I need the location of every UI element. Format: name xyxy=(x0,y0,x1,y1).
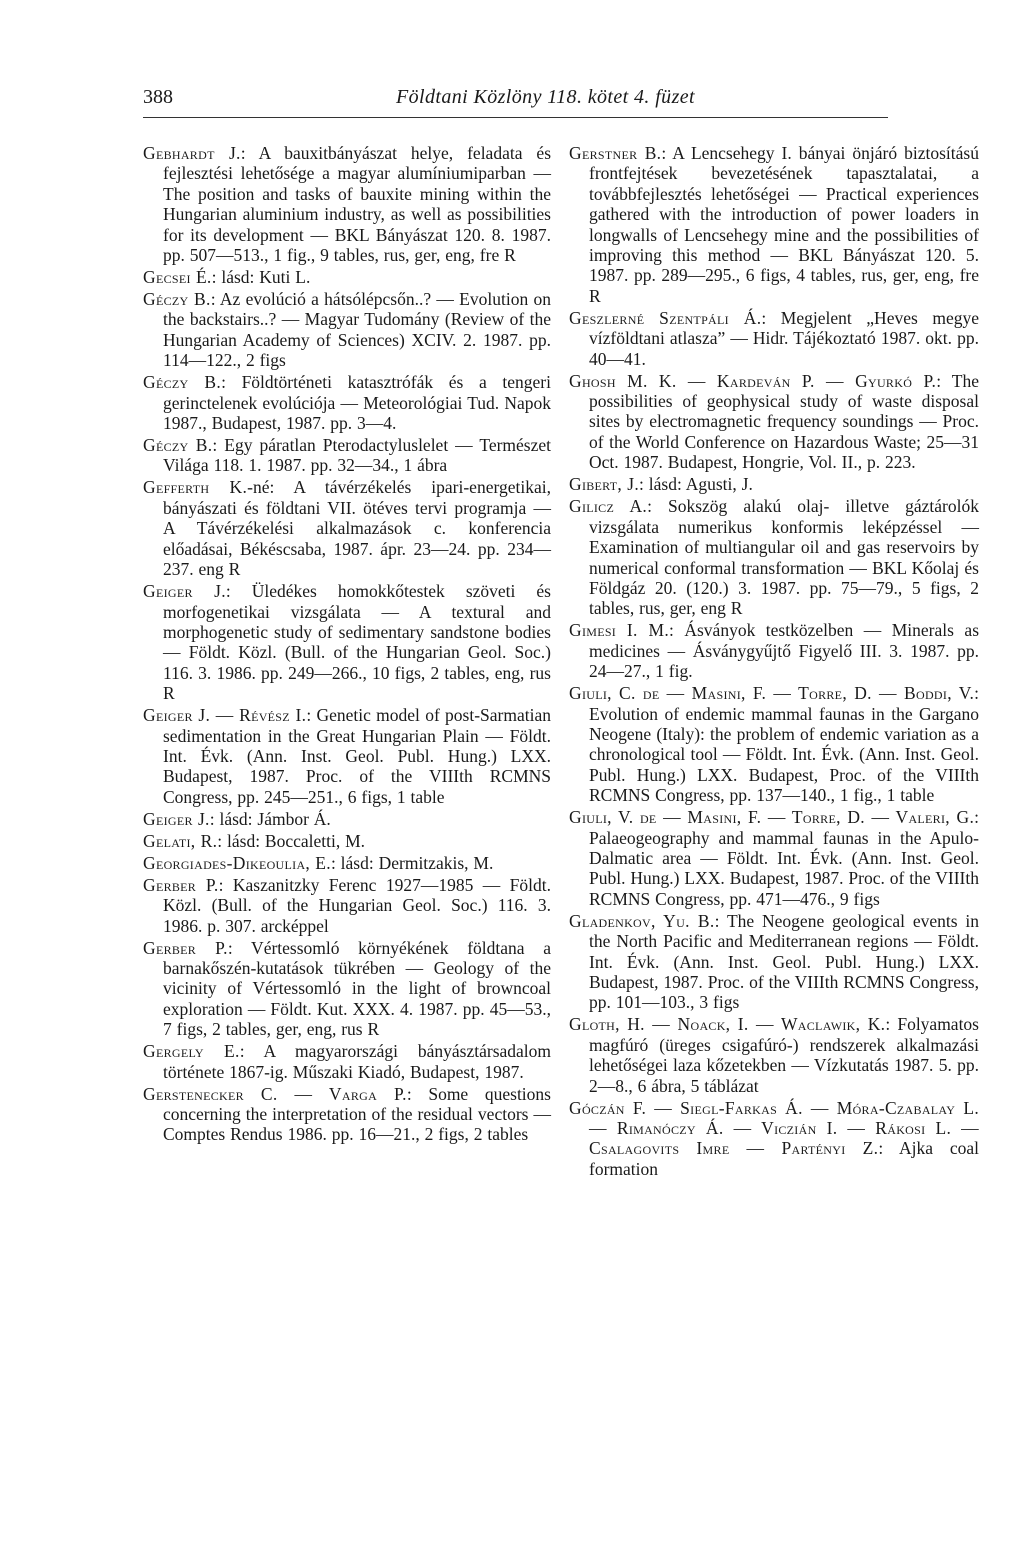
entry-text: : lásd: Dermitzakis, M. xyxy=(330,852,494,873)
entry-author: Gerber P. xyxy=(143,937,228,958)
entry-author: Góczán F. — Siegl-Farkas Á. — Móra-Czabalay L. — Rimanóczy Á. — Viczián I. — Rákosi L. — Csalagovits Imre — Partényi Z. xyxy=(569,1097,979,1159)
entry-author: Gergely E. xyxy=(143,1041,240,1062)
entry-text: : A magyarországi bányásztársadalom története 1867-ig. Műszaki Kiadó, Budapest, 1987. xyxy=(163,1041,552,1082)
entry-text: : The possibilities of geophysical study of waste disposal sites by electromagnetic frequency soundings — Proc. of the World Conference on Hazardous Waste; 25—31 Oct. 1987. Budapest, Hongrie, Vol. II., p. 223. xyxy=(589,370,979,473)
bibliography-entry xyxy=(569,474,979,494)
entry-author: Géczy B. xyxy=(143,372,222,393)
bibliography-entry xyxy=(143,1084,551,1145)
entry-text: : Földtörténeti katasztrófák és a tengeri gerinctelenek evolúciója — Meteorológiai Tud. Napok 1987., Budapest, 1987. pp. 3—4. xyxy=(163,372,551,434)
bibliography-entry xyxy=(569,911,979,1013)
bibliography-entry xyxy=(143,831,551,851)
entry-text: : Vértessomló környékének földtana a barnakőszén-kutatások tükrében — Geology of the vicinity of Vértessomló in the light of browncoal exploration — Földt. Kut. XXX. 4. 1987. pp. 45—53., 7 figs, 2 tables, ger, eng, rus R xyxy=(163,937,551,1040)
entry-author: Ghosh M. K. — Kardeván P. — Gyurkó P. xyxy=(569,370,937,391)
entry-author: Gebhardt J. xyxy=(143,143,241,163)
entry-text: : Some questions concerning the interpretation of the residual vectors — Comptes Rendus 1986. pp. 16—21., 2 figs, 2 tables xyxy=(163,1083,551,1145)
entry-text: -né: A távérzékelés ipari-energetikai, bányászati és földtani VII. ötéves tervi programja — A Távérzékelési alkalmazások c. konferencia előadásai, Békéscsaba, 1987. ápr. 23—24. pp. 234—237. eng R xyxy=(163,477,551,580)
entry-author: Giuli, V. de — Masini, F. — Torre, D. — Valeri, G. xyxy=(569,807,975,828)
bibliography-entry xyxy=(143,875,551,936)
running-header xyxy=(143,86,888,116)
entry-author: Gibert, J. xyxy=(569,474,640,495)
bibliography-entry xyxy=(569,807,979,909)
entry-text: : Ásványok testközelben — Minerals as medicines — Ásványgyűjtő Figyelő III. 3. 1987. pp. 24—27., 1 fig. xyxy=(589,620,980,682)
bibliography-entry xyxy=(569,496,979,618)
entry-author: Géczy B. xyxy=(143,435,213,456)
entry-author: Gilicz A. xyxy=(569,496,648,517)
bibliography-entry xyxy=(569,620,979,681)
entry-text: : The Neogene geological events in the North Pacific and Mediterranean regions — Földt. Int. Évk. (Ann. Inst. Geol. Publ. Hung.) LXX. Budapest, 1987. Proc. of the VIIIth RCMNS Congress, pp. 101—103., 3 figs xyxy=(589,910,979,1013)
journal-title: Földtani Közlöny 118. kötet 4. füzet xyxy=(396,86,695,108)
entry-text: : lásd: Boccaletti, M. xyxy=(217,830,366,851)
entry-author: Giuli, C. de — Masini, F. — Torre, D. — Boddi, V. xyxy=(569,683,975,704)
bibliography-entry xyxy=(569,1014,979,1096)
entry-text: : lásd: Jámbor Á. xyxy=(209,808,331,829)
bibliography-entry xyxy=(569,1098,979,1180)
left-column xyxy=(143,143,551,1146)
entry-text: : lásd: Agusti, J. xyxy=(639,474,753,495)
bibliography-entry xyxy=(143,435,551,476)
bibliography-entry xyxy=(143,705,551,807)
entry-text: : Kaszanitzky Ferenc 1927—1985 — Földt. Közl. (Bull. of the Hungarian Geol. Soc.) 116. 3. 1986. p. 307. arcképpel xyxy=(163,874,551,936)
bibliography-entry xyxy=(143,372,551,433)
entry-text: : Üledékes homokkőtestek szöveti és morfogenetikai vizsgálata — A textural and morphogenetic study of sedimentary sandstone bodies — Földt. Közl. (Bull. of the Hungarian Geol. Soc.) 116. 3. 1986. pp. 249—266., 10 figs, 2 tables, eng, rus R xyxy=(163,581,551,704)
header-rule xyxy=(143,117,888,118)
entry-author: Gerstenecker C. — Varga P. xyxy=(143,1083,407,1104)
bibliography-entry xyxy=(569,371,979,473)
entry-text: : Ajka coal formation xyxy=(589,1138,979,1179)
entry-text: : Megjelent „Heves megye vízföldtani atlasza” — Hidr. Tájékoztató 1987. okt. pp. 40—41. xyxy=(589,307,979,369)
bibliography-entry xyxy=(143,477,551,579)
entry-text: : A bauxitbányászat helye, feladata és fejlesztési lehetősége a magyar alumíniumiparban — The position and tasks of bauxite mining within the Hungarian aluminium industry, as well as possibilities for its development — BKL Bányászat 120. 8. 1987. pp. 507—513., 1 fig., 9 tables, rus, ger, eng, fre R xyxy=(163,143,551,266)
bibliography-entry xyxy=(569,143,979,306)
entry-text: : Evolution of endemic mammal faunas in the Gargano Neogene (Italy): the problem of endemic variation as a chronological tool — Földt. Int. Évk. (Ann. Inst. Geol. Publ. Hung.) LXX. Budapest, Proc. of the VIIIth RCMNS Congress, pp. 137—140., 1 fig., 1 table xyxy=(589,683,979,806)
bibliography-entry xyxy=(143,809,551,829)
entry-author: Gladenkov, Yu. B. xyxy=(569,910,715,931)
bibliography-entry xyxy=(569,308,979,369)
entry-author: Gelati, R. xyxy=(143,830,218,851)
entry-text: : Az evolúció a hátsólépcsőn..? — Evolution on the backstairs..? — Magyar Tudomány (Review of the Hungarian Academy of Sciences) XCIV. 2. 1987. pp. 114—122., 2 figs xyxy=(163,289,551,371)
entry-author: Geiger J. xyxy=(143,581,226,602)
entry-author: Gerstner B. xyxy=(569,143,662,163)
entry-text: : A Lencsehegy I. bányai önjáró biztosítású frontfejtések bevezetésének tapasztalatai, a továbbfejlesztés lehetőségei — Practical experiences gathered with the introduction of power loaders in longwalls of Lencsehegy mine and the possibilities of improving this method — BKL Bányászat 120. 5. 1987. pp. 289—295., 6 figs, 4 tables, rus, ger, eng, fre R xyxy=(589,143,979,306)
entry-author: Gloth, H. — Noack, I. — Waclawik, K. xyxy=(569,1014,886,1035)
entry-author: Gefferth K. xyxy=(143,477,248,498)
right-column xyxy=(569,143,979,1181)
entry-author: Géczy B. xyxy=(143,289,211,310)
entry-author: Gimesi I. M. xyxy=(569,620,670,641)
entry-text: : Folyamatos magfúró (üreges csigafúró-) rendszerek alkalmazási lehetőségei laza kőzetekben — Vízkutatás 1987. 5. pp. 2—8., 6 ábra, 5 táblázat xyxy=(589,1014,979,1096)
entry-author: Gecsei É. xyxy=(143,267,212,288)
page-number: 388 xyxy=(143,86,173,108)
entry-author: Gerber P. xyxy=(143,874,219,895)
bibliography-entry xyxy=(143,1041,551,1082)
entry-text: : Egy páratlan Pterodactyluslelet — Természet Világa 118. 1. 1987. pp. 32—34., 1 ábra xyxy=(163,435,552,476)
entry-author: Georgiades-Dikeoulia, E. xyxy=(143,852,331,873)
entry-text: : Genetic model of post-Sarmatian sedimentation in the Great Hungarian Plain — Földt. Int. Évk. (Ann. Inst. Geol. Publ. Hung.) LXX. Budapest, 1987. Proc. of the VIIIth RCMNS Congress, pp. 245—251., 6 figs, 1 table xyxy=(163,705,552,807)
entry-author: Geszlerné Szentpáli Á. xyxy=(569,307,762,328)
bibliography-entry xyxy=(143,581,551,703)
entry-text: : Sokszög alakú olaj- illetve gáztárolók vizsgálata numerikus konformis leképzéssel — Examination of multiangular oil and gas reservoirs by numerical conformal transformation — BKL Kőolaj és Földgáz 20. (120.) 3. 1987. pp. 75—79., 5 figs, 2 tables, rus, ger, eng R xyxy=(589,496,979,619)
bibliography-entry xyxy=(569,683,979,805)
bibliography-entry xyxy=(143,267,551,287)
entry-author: Geiger J. xyxy=(143,808,210,829)
bibliography-entry xyxy=(143,143,551,265)
bibliography-entry xyxy=(143,853,551,873)
bibliography-entry xyxy=(143,289,551,371)
entry-text: : lásd: Kuti L. xyxy=(211,267,311,288)
bibliography-entry xyxy=(143,938,551,1040)
entry-text: : Palaeogeography and mammal faunas in the Apulo-Dalmatic area — Földt. Int. Évk. (Ann. Inst. Geol. Publ. Hung.) LXX. Budapest, 1987. Proc. of the VIIIth RCMNS Congress, pp. 471—476., 9 figs xyxy=(589,807,979,909)
entry-author: Geiger J. — Révész I. xyxy=(143,705,307,726)
